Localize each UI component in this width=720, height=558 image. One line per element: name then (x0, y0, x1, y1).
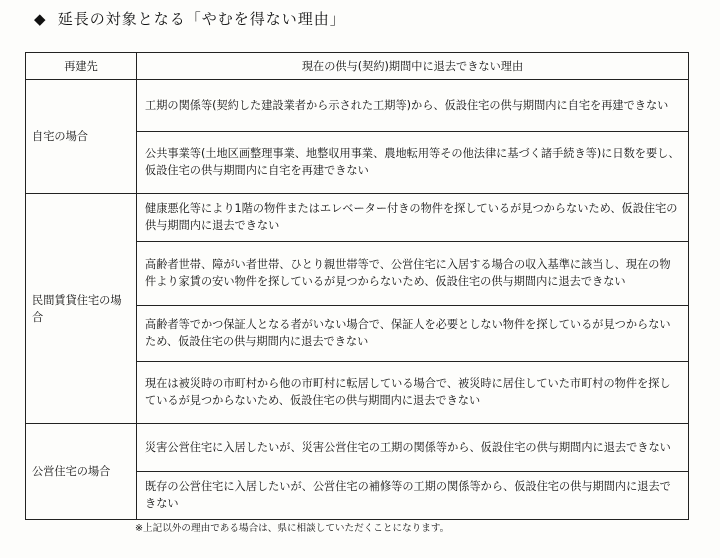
reason-cell: 高齢者等でかつ保証人となる者がいない場合で、保証人を必要としない物件を探しているが見つからないため、仮設住宅の供与期間内に退去できない (137, 306, 689, 362)
category-own-home: 自宅の場合 (26, 80, 137, 194)
reason-cell: 高齢者世帯、障がい者世帯、ひとり親世帯等で、公営住宅に入居する場合の収入基準に該当し、現在の物件より家賃の安い物件を探しているが見つからないため、仮設住宅の供与期間内に退去できない (137, 242, 689, 306)
title-text: 延長の対象となる「やむを得ない理由」 (57, 10, 346, 28)
reason-cell: 健康悪化等により1階の物件またはエレベーター付きの物件を探しているが見つからないため、仮設住宅の供与期間内に退去できない (137, 194, 689, 242)
reason-cell: 工期の関係等(契約した建設業者から示された工期等)から、仮設住宅の供与期間内に自宅を再建できない (137, 80, 689, 132)
reason-cell: 公共事業等(土地区画整理事業、地整収用事業、農地転用等その他法律に基づく諸手続き等)に日数を要し、仮設住宅の供与期間内に自宅を再建できない (137, 132, 689, 194)
category-public-housing: 公営住宅の場合 (26, 424, 137, 520)
diamond-icon: ◆ (34, 10, 47, 28)
table-header-row (26, 53, 689, 80)
header-reason: 現在の供与(契約)期間中に退去できない理由 (137, 53, 689, 80)
table-row (26, 424, 689, 472)
table-row (26, 194, 689, 242)
reasons-table (25, 52, 689, 520)
footnote: ※上記以外の理由である場合は、県に相談していただくことになります。 (135, 523, 450, 534)
reason-cell: 現在は被災時の市町村から他の市町村に転居している場合で、被災時に居住していた市町村の物件を探しているが見つからないため、仮設住宅の供与期間内に退去できない (137, 362, 689, 424)
category-private-rental: 民間賃貸住宅の場合 (26, 194, 137, 424)
page-title (34, 8, 346, 29)
header-destination: 再建先 (26, 53, 137, 80)
reason-cell: 既存の公営住宅に入居したいが、公営住宅の補修等の工期の関係等から、仮設住宅の供与期間内に退去できない (137, 472, 689, 520)
reason-cell: 災害公営住宅に入居したいが、災害公営住宅の工期の関係等から、仮設住宅の供与期間内に退去できない (137, 424, 689, 472)
table-row (26, 80, 689, 132)
